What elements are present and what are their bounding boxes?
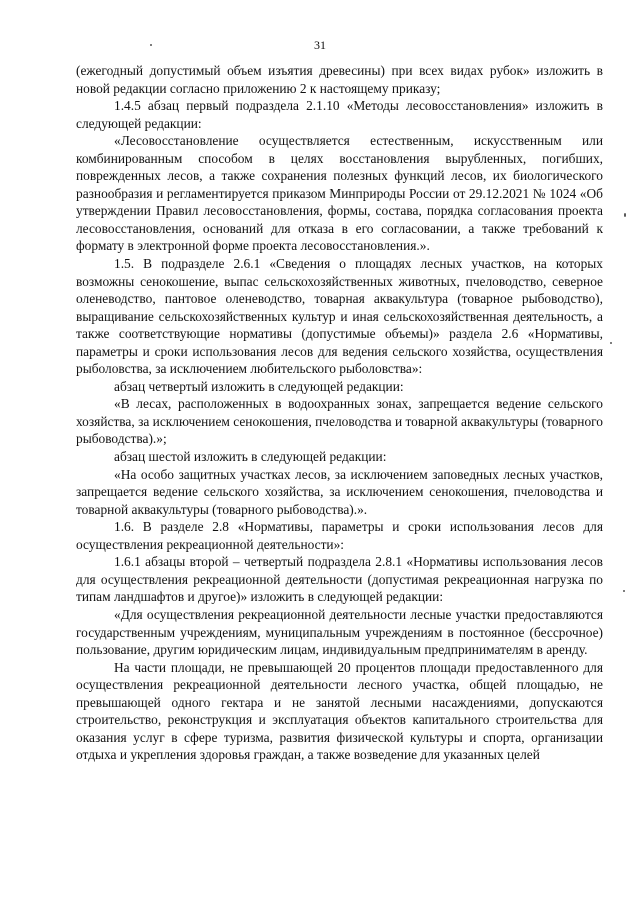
scan-speck (623, 590, 625, 592)
scan-speck (610, 342, 612, 344)
paragraph-item-1-6-1: 1.6.1 абзацы второй – четвертый подраздела 2.8.1 «Нормативы использования лесов для осуществления рекреационной деятельности (допустимая рекреационная нагрузка по типам ландшафтов и другое)» изложить в следующей редакции: (76, 554, 603, 605)
scan-speck (150, 44, 152, 46)
paragraph-quote-protected-areas: «На особо защитных участках лесов, за исключением заповедных лесных участков, запрещается ведение сельского хозяйства, за исключением сенокошения, пчеловодства и товарной аквакультуры (товарного рыбоводства).». (76, 466, 603, 517)
paragraph-item-1-6: 1.6. В разделе 2.8 «Нормативы, параметры и сроки использования лесов для осуществления рекреационной деятельности»: (76, 519, 603, 552)
paragraph-quote-recreation: «Для осуществления рекреационной деятельности лесные участки предоставляются государственным учреждениям, муниципальным учреждениям в постоянное (бессрочное) пользование, другим юридическим лицам, индивидуальным предпринимателям в аренду. (76, 606, 603, 658)
paragraph-item-1-5: 1.5. В подразделе 2.6.1 «Сведения о площадях лесных участков, на которых возможны сенокошение, выпас сельскохозяйственных животных, пчеловодство, северное оленеводство, пантовое оленеводство, товарная аквакультура (товарное рыбоводство), выращивание сельскохозяйственных культур и иная сельскохозяйственная деятельность, а также соответствующие нормативы (допустимые объемы)» раздела 2.6 «Нормативы, параметры и сроки использования лесов для ведения сельского хозяйства, осуществления рыболовства, за исключением любительского рыболовства»: (76, 256, 603, 377)
paragraph-continuation: (ежегодный допустимый объем изъятия древесины) при всех видах рубок» изложить в новой редакции согласно приложению 2 к настоящему приказу; (76, 63, 603, 96)
paragraph-item-1-4-5: 1.4.5 абзац первый подраздела 2.1.10 «Методы лесовосстановления» изложить в следующей редакции: (76, 98, 603, 131)
paragraph-fourth-intro: абзац четвертый изложить в следующей редакции: (114, 378, 404, 394)
paragraph-sixth-intro: абзац шестой изложить в следующей редакции: (114, 449, 387, 465)
paragraph-quote-reforestation: «Лесовосстановление осуществляется естественным, искусственным или комбинированным способом в целях восстановления вырубленных, погибших, поврежденных лесов, а также сохранения полезных функций лесов, их биологического разнообразия и регламентируется приказом Минприроды России от 29.12.2021 № 1024 «Об утверждении Правил лесовосстановления, формы, состава, порядка согласования проекта лесовосстановления, оснований для отказа в его согласовании, а также требований к формату в электронной форме проекта лесовосстановления.». (76, 133, 603, 254)
document-body (76, 62, 603, 764)
page-number: 31 (314, 38, 326, 52)
paragraph-quote-water-zones: «В лесах, расположенных в водоохранных зонах, запрещается ведение сельского хозяйства, за исключением сенокошения, пчеловодства и товарной аквакультуры (товарного рыбоводства).»; (76, 396, 603, 447)
scan-speck (624, 213, 626, 217)
paragraph-recreation-area: На части площади, не превышающей 20 процентов площади предоставленного для осуществления рекреационной деятельности лесного участка, общей площадью, не превышающей одного гектара и не занятой лесными насаждениями, допускаются строительство, реконструкция и эксплуатация объектов капитального строительства для оказания услуг в сфере туризма, развития физической культуры и спорта, организации отдыха и укрепления здоровья граждан, а также возведение для указанных целей (76, 659, 603, 763)
